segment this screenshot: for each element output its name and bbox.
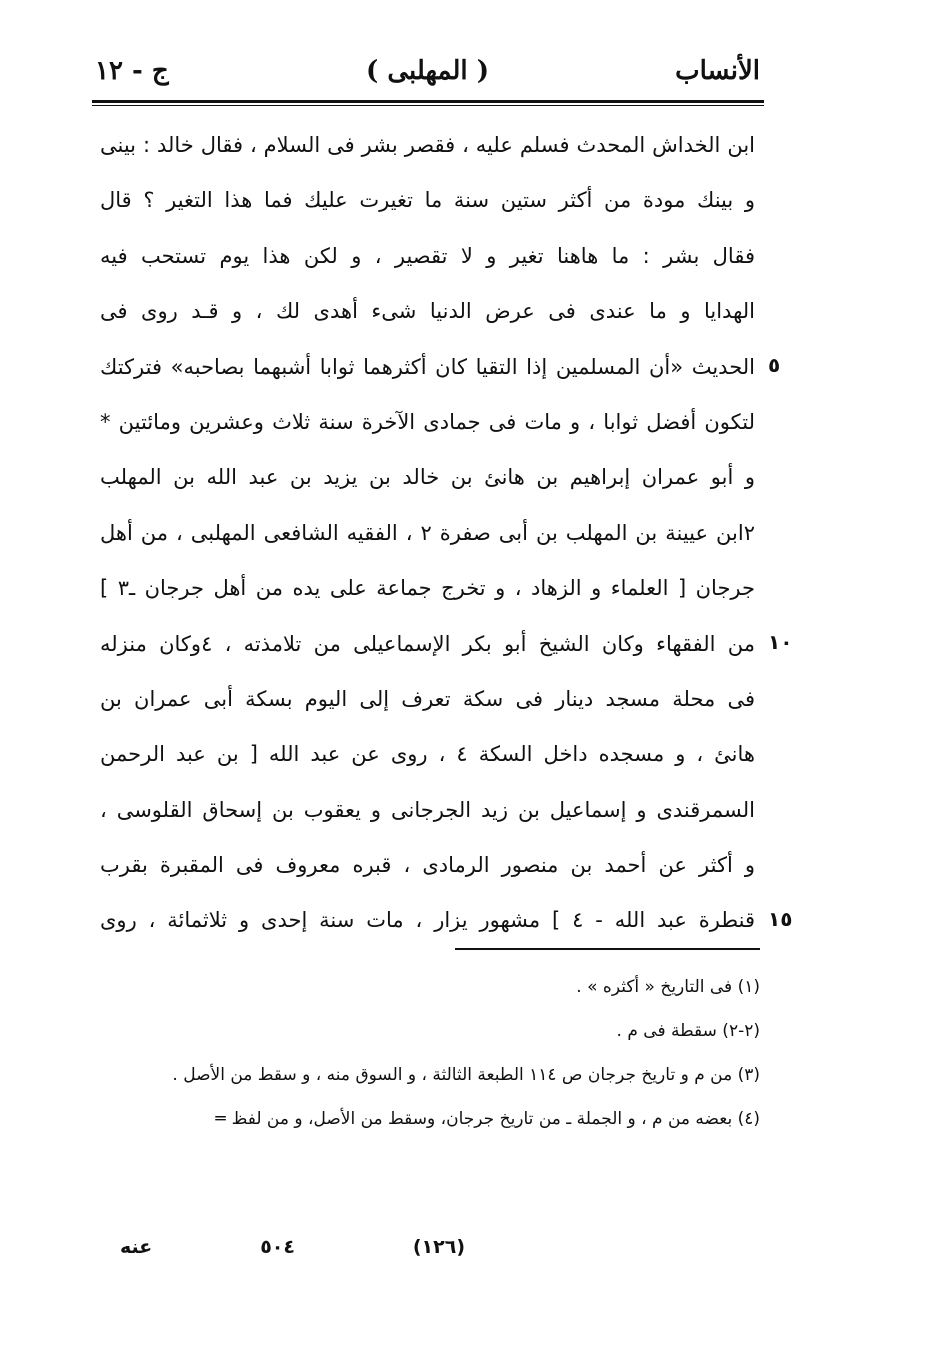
text-line: فقال بشر : ما هاهنا تغير و لا تقصير ، و لكن هذا يوم تستحب فيه bbox=[100, 243, 755, 268]
footnote-2: (٢-٢) سقطة فى م . bbox=[616, 1021, 760, 1041]
footnote-4-text: (٤) بعضه من م ، و الجملة ـ من تاريخ جرجان، وسقط من الأصل، و من لفظ bbox=[231, 1109, 760, 1129]
text-line: و أكثر عن أحمد بن منصور الرمادى ، قبره معروف فى المقبرة بقرب bbox=[100, 853, 755, 878]
footnotes bbox=[100, 965, 760, 1141]
line-number-5: ٥ bbox=[768, 353, 781, 377]
line-number-15: ١٥ bbox=[768, 907, 793, 931]
footnote-1: (١) فى التاريخ « أكثره » . bbox=[576, 977, 760, 997]
text-line: فى محلة مسجد دينار فى سكة تعرف إلى اليوم بسكة أبى عمران بن bbox=[100, 686, 755, 711]
text-line: لتكون أفضل ثوابا ، و مات فى جمادى الآخرة سنة ثلاث وعشرين ومائتين * bbox=[100, 409, 755, 434]
text-line: و أبو عمران إبراهيم بن هانئ بن خالد بن يزيد بن عبد الله بن المهلب bbox=[100, 465, 755, 490]
line-number-10: ١٠ bbox=[768, 630, 793, 654]
text-line: قنطرة عبد الله - ٤ ] مشهور يزار ، مات سنة إحدى و ثلاثمائة ، روى bbox=[100, 908, 755, 933]
page-footer bbox=[120, 1232, 765, 1266]
text-line: جرجان [ العلماء و الزهاد ، و تخرج جماعة على يده من أهل جرجان ـ٣ ] bbox=[100, 576, 755, 601]
text-line: من الفقهاء وكان الشيخ أبو بكر الإسماعيلى من تلامذته ، ٤وكان منزله bbox=[100, 631, 755, 656]
text-line: الحديث «أن المسلمين إذا التقيا كان أكثرهما ثوابا أشبهما بصاحبه» فتركتك bbox=[100, 354, 755, 379]
main-text bbox=[100, 118, 755, 949]
header-rule bbox=[92, 100, 764, 103]
text-line: الهدايا و ما عندى فى عرض الدنيا شىء أهدى لك ، و قـد روى فى bbox=[100, 299, 755, 324]
signature-mark: (١٢٦) bbox=[412, 1236, 465, 1258]
text-line: ٢ابن عيينة بن المهلب بن أبى صفرة ٢ ، الفقيه الشافعى المهلبى ، من أهل bbox=[100, 520, 755, 545]
text-line: هانئ ، و مسجده داخل السكة ٤ ، روى عن عبد الله [ بن عبد الرحمن bbox=[100, 742, 755, 767]
footnote-4 bbox=[100, 1097, 760, 1141]
header-rule-secondary bbox=[92, 105, 764, 106]
running-header bbox=[95, 50, 760, 98]
text-line: السمرقندى و إسماعيل بن زيد الجرجانى و يعقوب بن إسحاق القلوسى ، bbox=[100, 797, 755, 822]
footnote-continuation-mark: ═ bbox=[215, 1109, 224, 1129]
text-line: و بينك مودة من أكثر ستين سنة ما تغيرت عليك فما هذا التغير ؟ قال bbox=[100, 188, 755, 213]
footnote-separator bbox=[455, 948, 760, 950]
text-line: ابن الخداش المحدث فسلم عليه ، فقصر بشر فى السلام ، فقال خالد : بينى bbox=[100, 133, 755, 157]
catchword: عنه bbox=[120, 1236, 153, 1258]
page-number: ٥٠٤ bbox=[260, 1236, 295, 1258]
header-volume: ج - ١٢ bbox=[95, 56, 169, 86]
footnote-3: (٣) من م و تاريخ جرجان ص ١١٤ الطبعة الثالثة ، و السوق منه ، و سقط من الأصل . bbox=[172, 1065, 760, 1085]
header-section: ( المهلبى ) bbox=[366, 56, 489, 86]
header-title: الأنساب bbox=[675, 56, 760, 86]
